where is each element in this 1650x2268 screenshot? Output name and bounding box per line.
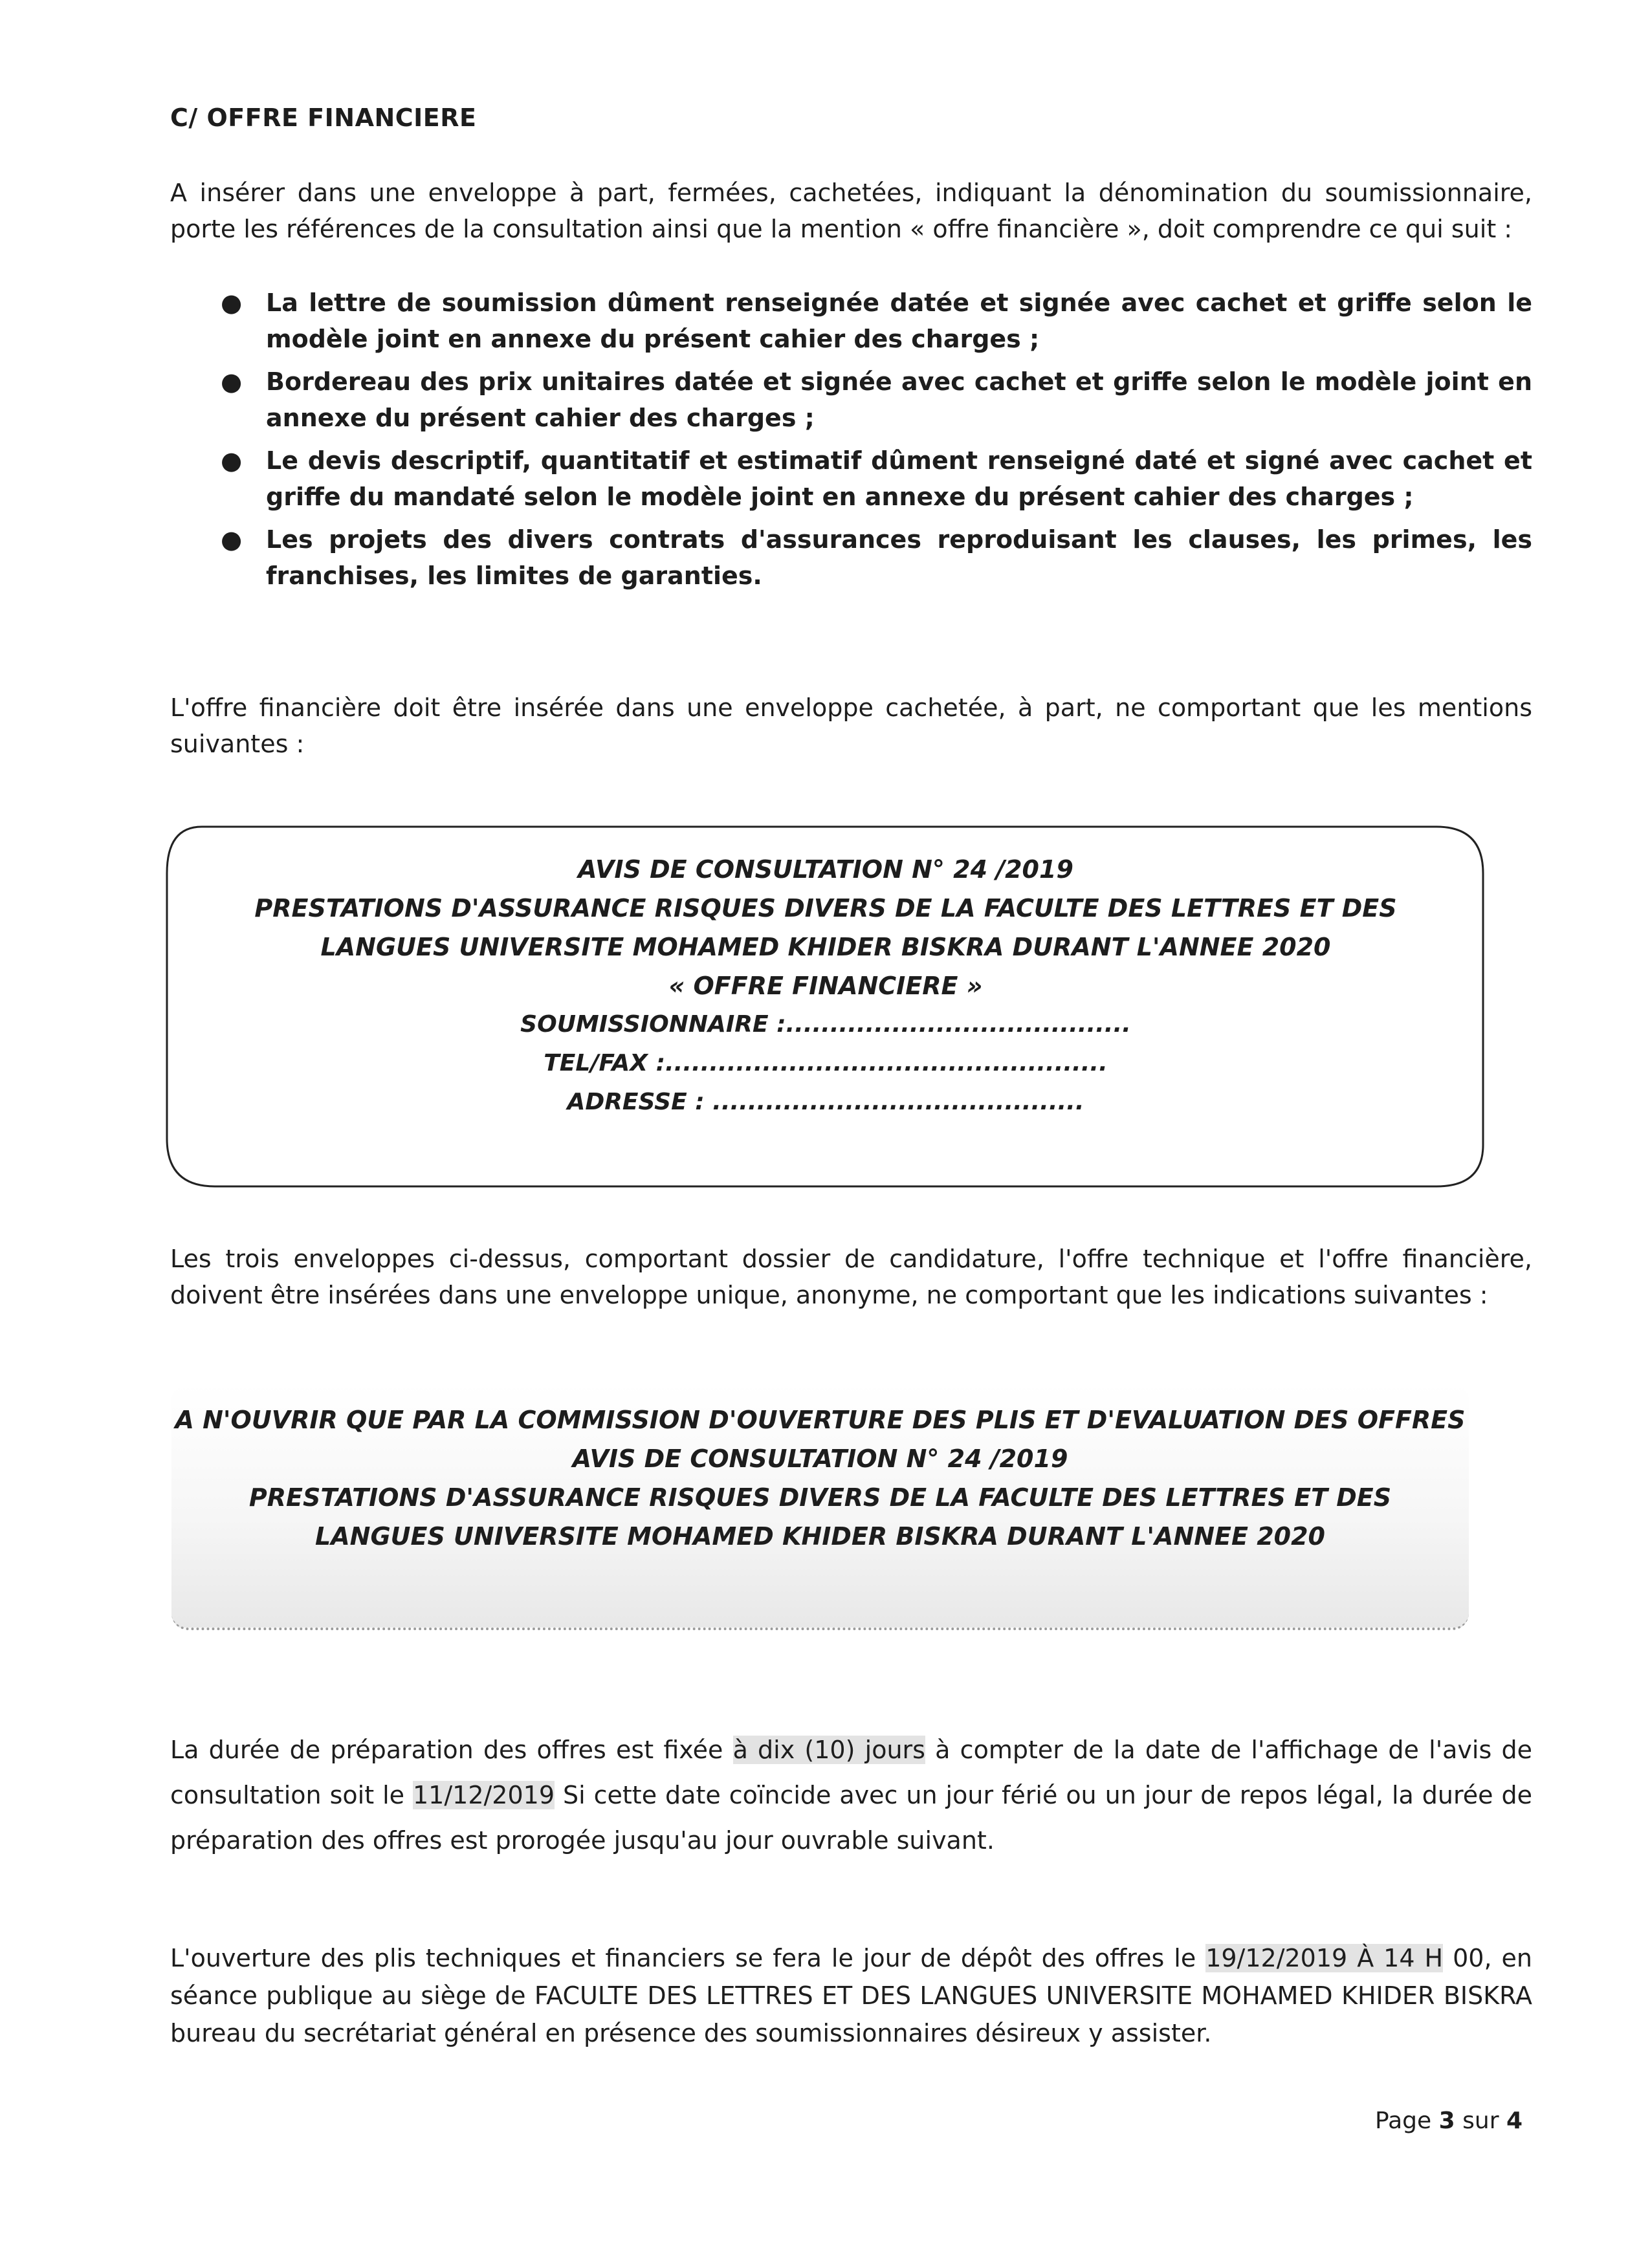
bullet-icon: ● (221, 525, 243, 554)
opening-date-highlight: 19/12/2019 À 14 H (1205, 1944, 1444, 1972)
list-item: ● Bordereau des prix unitaires datée et signée avec cachet et griffe selon le modèle joint en annexe du présent cahier des charges ; (170, 364, 1532, 436)
do-not-open-notice: A N'OUVRIR QUE PAR LA COMMISSION D'OUVERTURE DES PLIS ET D'EVALUATION DES OFFRES (175, 1406, 1466, 1434)
bidder-field: SOUMISSIONNAIRE :....................................... (520, 1011, 1131, 1038)
consultation-number: AVIS DE CONSULTATION N° 24 /2019 (572, 1445, 1068, 1473)
outer-envelope-box (171, 1384, 1469, 1630)
section-heading: C/ OFFRE FINANCIERE (170, 104, 477, 132)
bullet-icon: ● (221, 367, 243, 396)
consultation-title-line-2: LANGUES UNIVERSITE MOHAMED KHIDER BISKRA DURANT L'ANNEE 2020 (320, 933, 1331, 961)
bullet-icon: ● (221, 289, 243, 317)
bullet-icon: ● (221, 446, 243, 475)
tel-fax-field: TEL/FAX :.................................................. (544, 1050, 1108, 1076)
offer-type-label: « OFFRE FINANCIERE » (668, 972, 983, 1000)
consultation-number: AVIS DE CONSULTATION N° 24 /2019 (578, 855, 1073, 884)
date-highlight: 11/12/2019 (412, 1781, 555, 1809)
intro-paragraph: A insérer dans une enveloppe à part, fermées, cachetées, indiquant la dénomination du soumissionnaire, porte les références de la consultation ainsi que la mention « offre financière », doit comprendre ce qui suit : (170, 179, 1532, 243)
three-envelopes-paragraph: Les trois enveloppes ci-dessus, comportant dossier de candidature, l'offre technique et l'offre financière, doivent être insérées dans une enveloppe unique, anonyme, ne comportant que les indications suivantes : (170, 1245, 1532, 1309)
consultation-title-line-2: LANGUES UNIVERSITE MOHAMED KHIDER BISKRA DURANT L'ANNEE 2020 (315, 1522, 1325, 1551)
list-item: ● La lettre de soumission dûment renseignée datée et signée avec cachet et griffe selon le modèle joint en annexe du présent cahier des charges ; (170, 285, 1532, 357)
consultation-title-line-1: PRESTATIONS D'ASSURANCE RISQUES DIVERS DE LA FACULTE DES LETTRES ET DES (254, 894, 1397, 922)
duration-highlight: à dix (10) jours (732, 1736, 925, 1764)
envelope-note-paragraph: L'offre financière doit être insérée dans une enveloppe cachetée, à part, ne comportant que les mentions suivantes : (170, 693, 1532, 758)
consultation-title-line-1: PRESTATIONS D'ASSURANCE RISQUES DIVERS DE LA FACULTE DES LETTRES ET DES (248, 1483, 1392, 1512)
opening-paragraph: L'ouverture des plis techniques et financiers se fera le jour de dépôt des offres le 19/12/2019 À 14 H 00, en séance publique au siège de FACULTE DES LETTRES ET DES LANGUES UNIVERSITE MOHAMED KHIDER BISKRA bureau du secrétariat général en présence des soumissionnaires désireux y assister. (170, 1944, 1532, 2047)
duration-paragraph: La durée de préparation des offres est fixée à dix (10) jours à compter de la date de l'affichage de l'avis de consultation soit le 11/12/2019 Si cette date coïncide avec un jour férié ou un jour de repos légal, la durée de préparation des offres est prorogée jusqu'au jour ouvrable suivant. (170, 1736, 1532, 1855)
list-item: ● Les projets des divers contrats d'assurances reproduisant les clauses, les primes, les franchises, les limites de garanties. (170, 521, 1532, 594)
financial-offer-envelope-box (163, 822, 1488, 1192)
page-number: Page 3 sur 4 (1375, 2108, 1523, 2134)
list-item: ● Le devis descriptif, quantitatif et estimatif dûment renseigné daté et signé avec cachet et griffe du mandaté selon le modèle joint en annexe du présent cahier des charges ; (170, 442, 1532, 515)
address-field: ADRESSE : .......................................... (567, 1089, 1084, 1115)
requirements-list (170, 285, 1532, 600)
